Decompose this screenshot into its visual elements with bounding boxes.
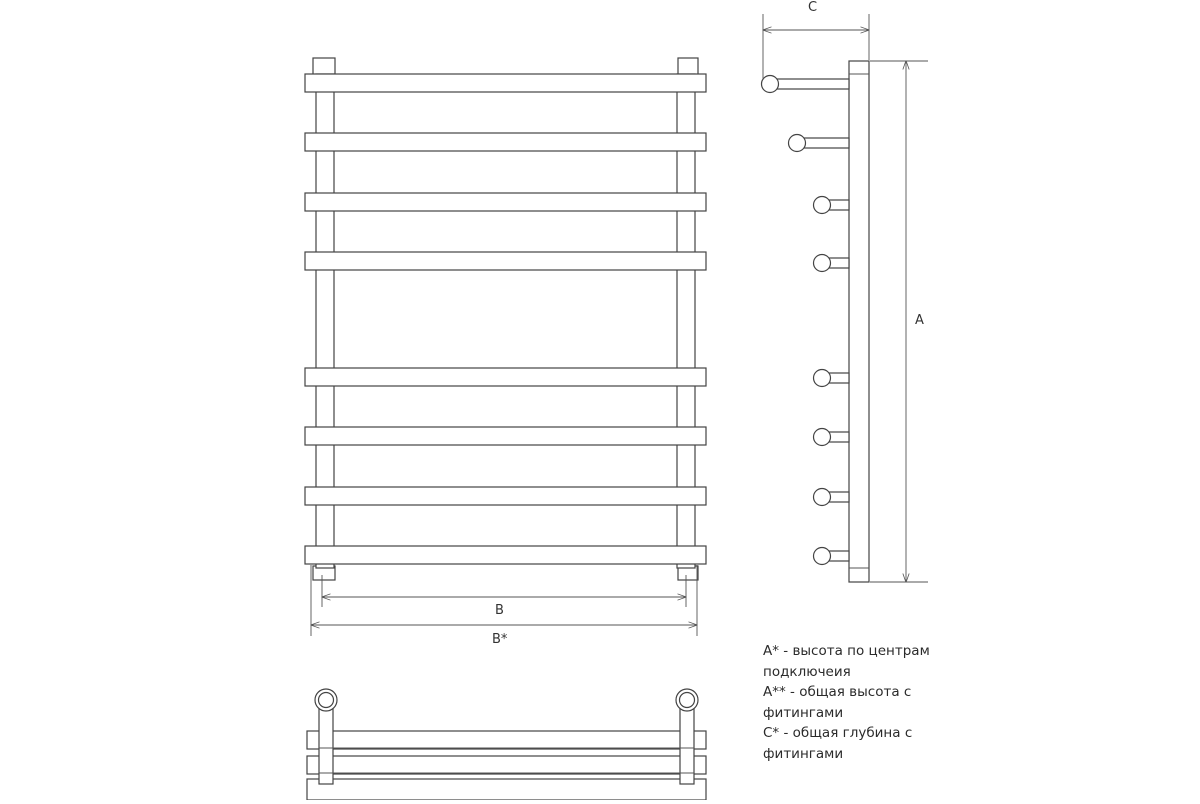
side-rung-end-2 (789, 135, 806, 152)
side-rung-group (762, 76, 850, 565)
rung-group (305, 74, 706, 564)
note-a-star: A* - высота по центрам подключеия (763, 643, 930, 680)
left-top-collector (319, 706, 333, 784)
dim-a-label: A (915, 313, 924, 328)
rung-8 (305, 546, 706, 564)
side-rung-end-5 (814, 370, 831, 387)
dim-c-label: C (808, 0, 818, 15)
rung-6 (305, 427, 706, 445)
side-rung-end-7 (814, 489, 831, 506)
side-rung-end-3 (814, 197, 831, 214)
right-top-cap (678, 58, 698, 76)
side-rung-end-6 (814, 429, 831, 446)
top-bar-top (307, 731, 706, 749)
right-top-collector (680, 706, 694, 784)
top-bar-bottom (307, 779, 706, 800)
side-view (762, 0, 929, 582)
side-collector (849, 61, 869, 582)
rung-7 (305, 487, 706, 505)
dim-b-label: B (495, 603, 504, 618)
left-fitting-inner (319, 693, 334, 708)
rung-3 (305, 193, 706, 211)
rung-4 (305, 252, 706, 270)
top-bar-middle (307, 756, 706, 774)
rung-2 (305, 133, 706, 151)
side-rung-end-8 (814, 548, 831, 565)
dim-bstar-label: B* (492, 632, 508, 647)
note-a-double-star: A** - общая высота с фитингами (763, 684, 912, 721)
front-view (305, 58, 706, 647)
right-fitting-inner (680, 693, 695, 708)
left-top-cap (313, 58, 335, 76)
rung-1 (305, 74, 706, 92)
rung-5 (305, 368, 706, 386)
top-view (307, 689, 706, 800)
side-rung-1 (770, 79, 849, 89)
side-rung-end-1 (762, 76, 779, 93)
note-c-star: C* - общая глубина с фитингами (763, 725, 913, 762)
side-rung-end-4 (814, 255, 831, 272)
legend-notes (763, 641, 993, 764)
